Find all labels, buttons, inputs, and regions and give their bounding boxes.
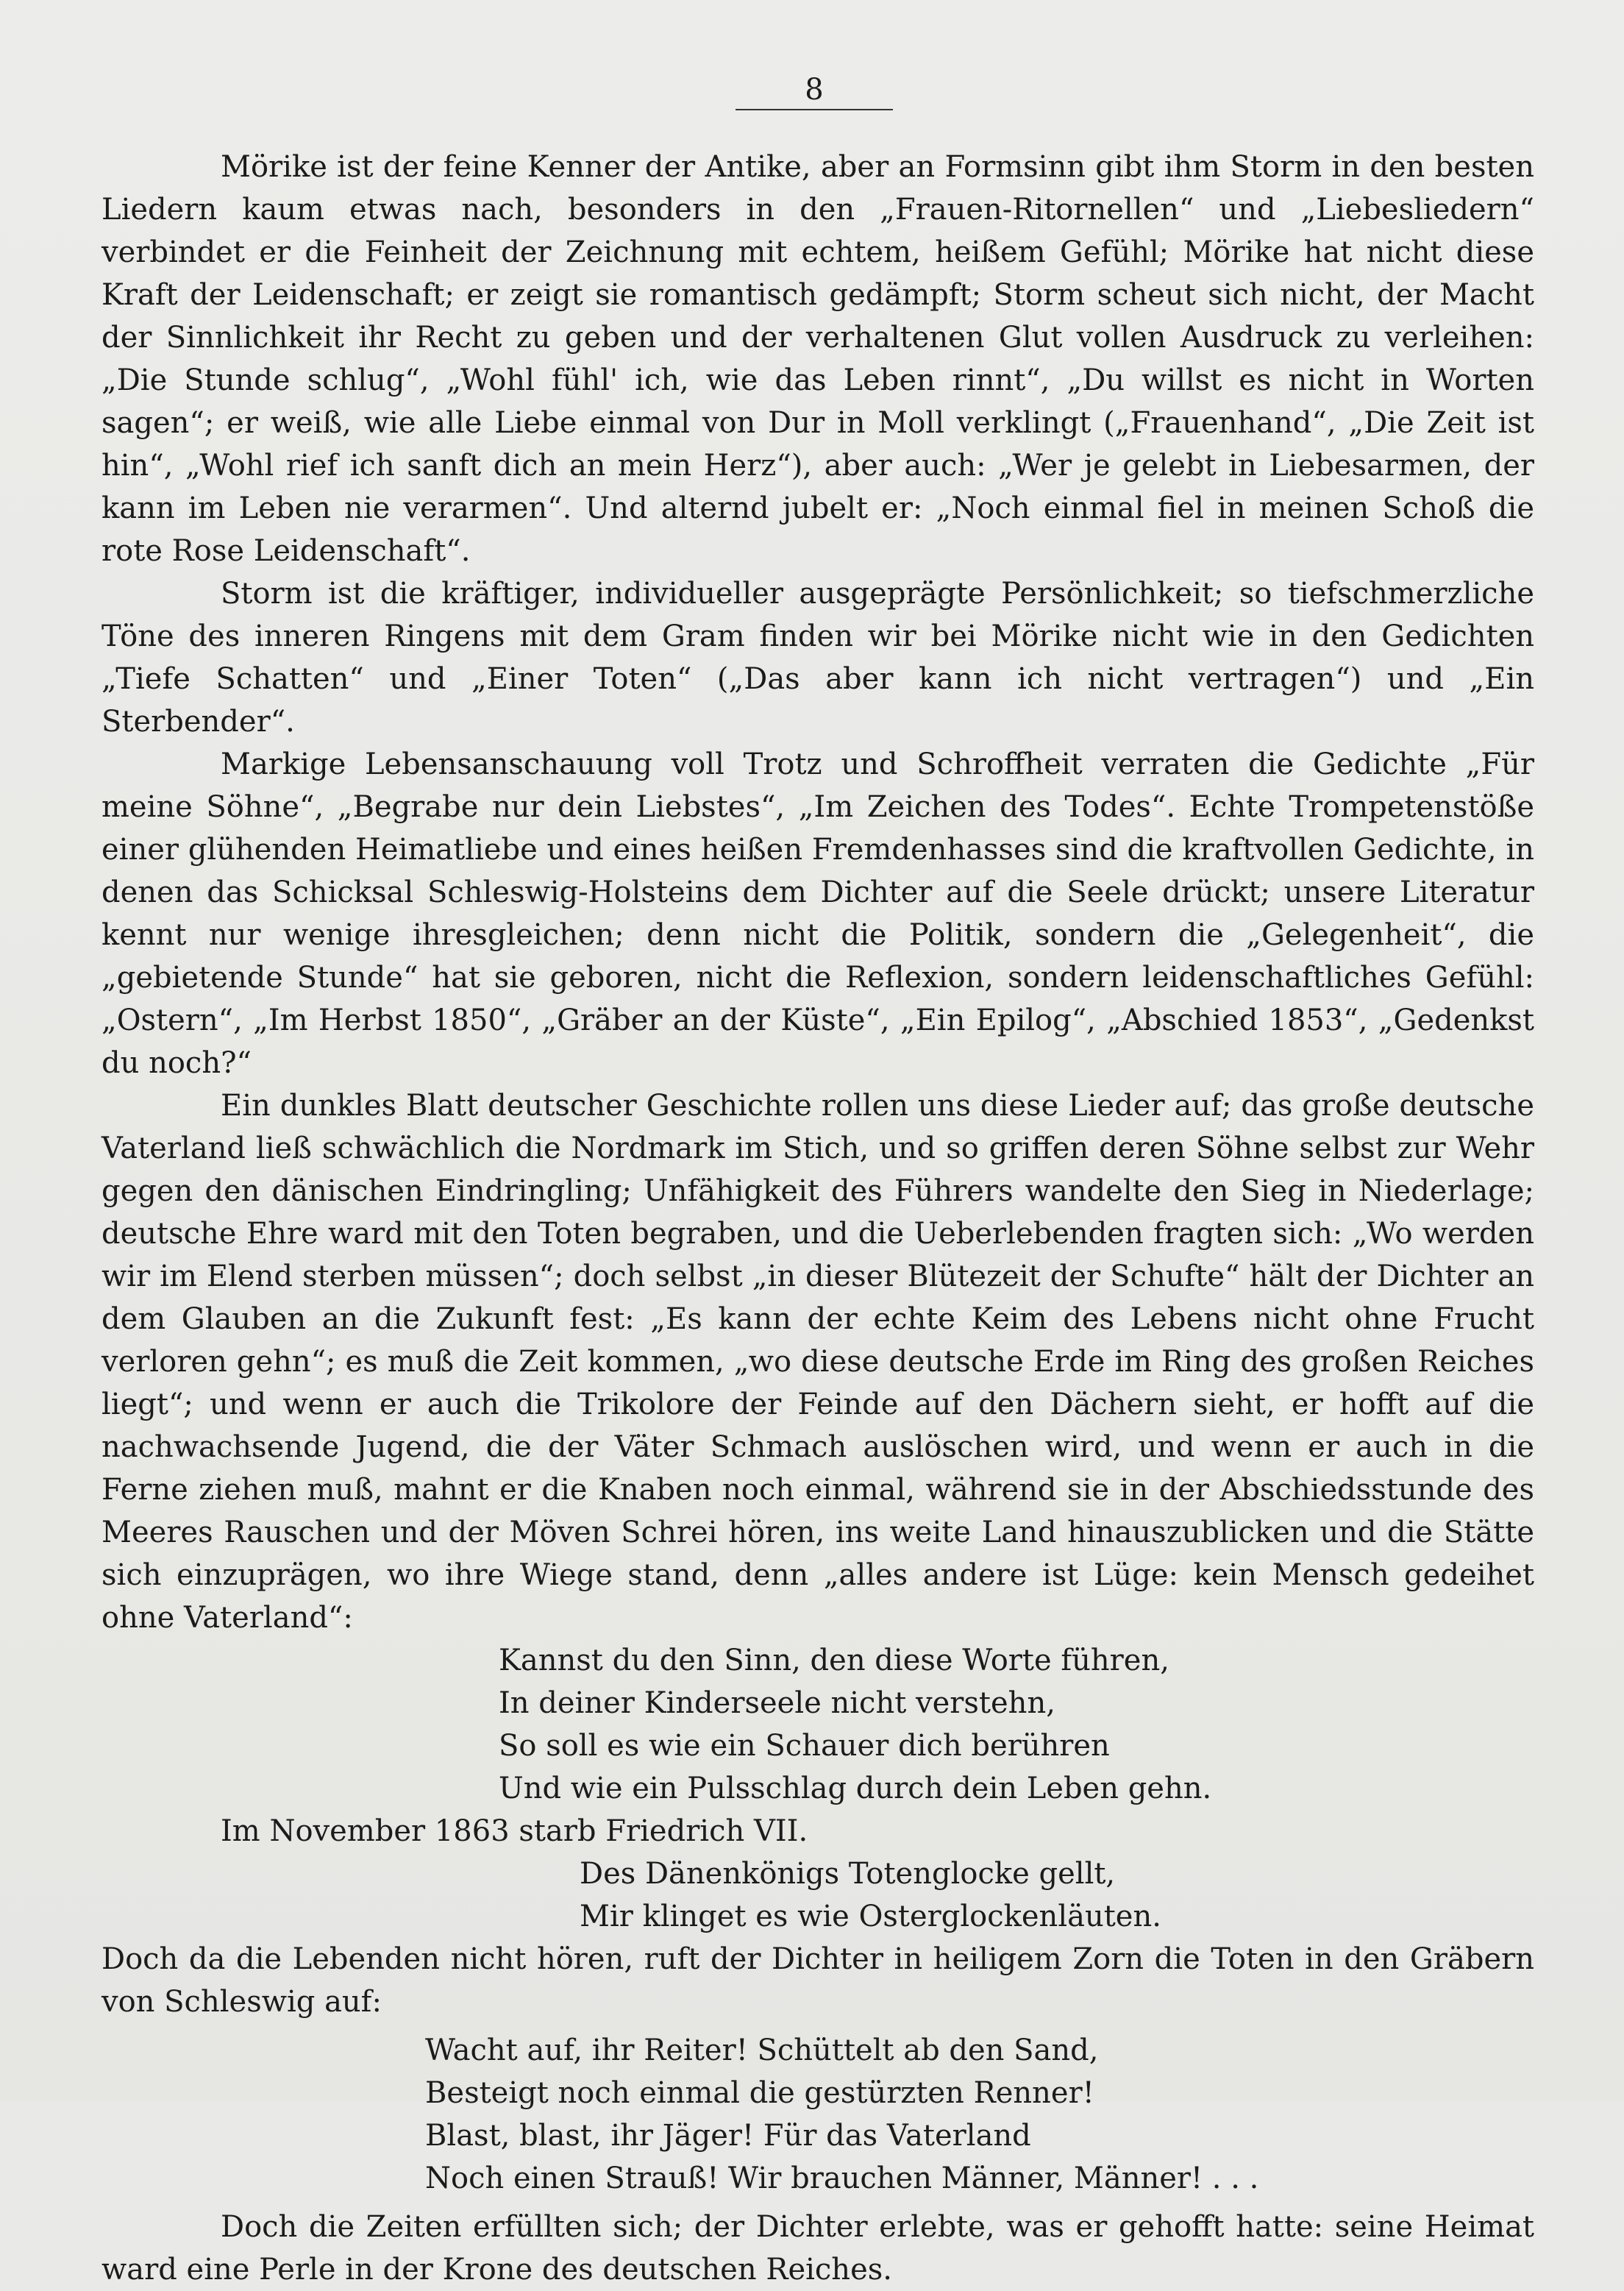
verse-line: Besteigt noch einmal die gestürzten Renner! bbox=[425, 2076, 1094, 2110]
paragraph: Doch die Zeiten erfüllten sich; der Dichter erlebte, was er gehofft hatte: seine Heimat ward eine Perle in der Krone des deutschen Reiches. bbox=[102, 2210, 1534, 2287]
verse-block bbox=[102, 1639, 1534, 1810]
verse-line: Blast, blast, ihr Jäger! Für das Vaterland bbox=[425, 2119, 1031, 2153]
verse-line: Noch einen Strauß! Wir brauchen Männer, Männer! . . . bbox=[425, 2162, 1259, 2195]
body-text bbox=[102, 146, 1534, 2291]
page-number: 8 bbox=[805, 73, 824, 107]
verse-line: Mir klinget es wie Osterglockenläuten. bbox=[580, 1900, 1161, 1933]
verse-block bbox=[102, 1853, 1534, 1938]
paragraph: Markige Lebensanschauung voll Trotz und Schroffheit verraten die Gedichte „Für meine Söhne“, „Begrabe nur dein Liebstes“, „Im Zeichen des Todes“. Echte Trompetenstöße einer glühenden Heimatliebe und eines heißen Fremdenhasses sind die kraftvollen Gedichte, in denen das Schicksal Schleswig-Holsteins dem Dichter auf die Seele drückt; unsere Literatur kennt nur wenige ihresgleichen; denn nicht die Politik, sondern die „Gelegenheit“, die „gebietende Stunde“ hat sie geboren, nicht die Reflexion, sondern leidenschaftliches Gefühl: „Ostern“, „Im Herbst 1850“, „Gräber an der Küste“, „Ein Epilog“, „Abschied 1853“, „Gedenkst du noch?“ bbox=[102, 747, 1534, 1080]
verse-line: Des Dänenkönigs Totenglocke gellt, bbox=[580, 1857, 1116, 1891]
verse-line: So soll es wie ein Schauer dich berühren bbox=[499, 1729, 1110, 1763]
paragraph: Doch da die Lebenden nicht hören, ruft der Dichter in heiligem Zorn die Toten in den Gräbern von Schleswig auf: bbox=[102, 1942, 1534, 2019]
verse-line: In deiner Kinderseele nicht verstehn, bbox=[499, 1686, 1055, 1720]
paragraph: Im November 1863 starb Friedrich VII. bbox=[221, 1814, 808, 1848]
paragraph: Storm ist die kräftiger, individueller ausgeprägte Persönlichkeit; so tiefschmerzliche Töne des inneren Ringens mit dem Gram finden wir bei Mörike nicht wie in den Gedichten „Tiefe Schatten“ und „Einer Toten“ („Das aber kann ich nicht vertragen“) und „Ein Sterbender“. bbox=[102, 577, 1534, 739]
verse-line: Kannst du den Sinn, den diese Worte führen, bbox=[499, 1644, 1169, 1677]
paragraph: Mörike ist der feine Kenner der Antike, aber an Formsinn gibt ihm Storm in den besten Liedern kaum etwas nach, besonders in den „Frauen-Ritornellen“ und „Liebesliedern“ verbindet er die Feinheit der Zeichnung mit echtem, heißem Gefühl; Mörike hat nicht diese Kraft der Leidenschaft; er zeigt sie romantisch gedämpft; Storm scheut sich nicht, der Macht der Sinnlichkeit ihr Recht zu geben und der verhaltenen Glut vollen Ausdruck zu verleihen: „Die Stunde schlug“, „Wohl fühl' ich, wie das Leben rinnt“, „Du willst es nicht in Worten sagen“; er weiß, wie alle Liebe einmal von Dur in Moll verklingt („Frauenhand“, „Die Zeit ist hin“, „Wohl rief ich sanft dich an mein Herz“), aber auch: „Wer je gelebt in Liebesarmen, der kann im Leben nie verarmen“. Und alternd jubelt er: „Noch einmal fiel in meinen Schoß die rote Rose Leidenschaft“. bbox=[102, 150, 1534, 568]
page-number-rule bbox=[736, 109, 893, 110]
verse-block bbox=[102, 2029, 1534, 2200]
verse-line: Wacht auf, ihr Reiter! Schüttelt ab den Sand, bbox=[425, 2034, 1099, 2067]
paragraph: Ein dunkles Blatt deutscher Geschichte rollen uns diese Lieder auf; das große deutsche Vaterland ließ schwächlich die Nordmark im Stich, und so griffen deren Söhne selbst zur Wehr gegen den dänischen Eindringling; Unfähigkeit des Führers wandelte den Sieg in Niederlage; deutsche Ehre ward mit den Toten begraben, und die Ueberlebenden fragten sich: „Wo werden wir im Elend sterben müssen“; doch selbst „in dieser Blütezeit der Schufte“ hält der Dichter an dem Glauben an die Zukunft fest: „Es kann der echte Keim des Lebens nicht ohne Frucht verloren gehn“; es muß die Zeit kommen, „wo diese deutsche Erde im Ring des großen Reiches liegt“; und wenn er auch die Trikolore der Feinde auf den Dächern sieht, er hofft auf die nachwachsende Jugend, die der Väter Schmach auslöschen wird, und wenn er auch in die Ferne ziehen muß, mahnt er die Knaben noch einmal, während sie in der Abschiedsstunde des Meeres Rauschen und der Möven Schrei hören, ins weite Land hinauszublicken und die Stätte sich einzuprägen, wo ihre Wiege stand, denn „alles andere ist Lüge: kein Mensch gedeihet ohne Vaterland“: bbox=[102, 1089, 1534, 1635]
verse-line: Und wie ein Pulsschlag durch dein Leben gehn. bbox=[499, 1772, 1212, 1805]
